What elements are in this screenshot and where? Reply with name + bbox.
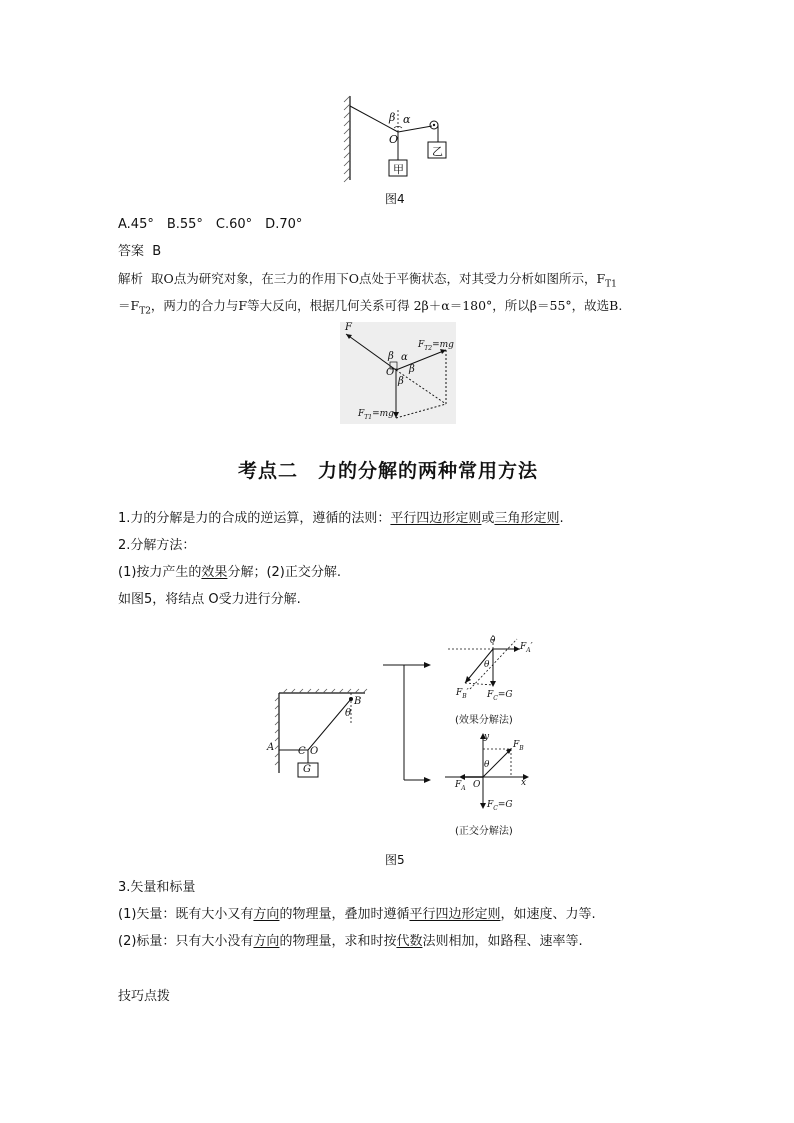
v2-mid: 的物理量，求和时按 xyxy=(279,934,397,949)
fd-alpha: α xyxy=(401,352,408,363)
fd-ft1-sub: T1 xyxy=(364,413,373,421)
item-1-mid: 或 xyxy=(481,511,495,526)
answer-label: 答案 xyxy=(118,244,145,259)
fd-ft1-label xyxy=(358,409,394,421)
item-1 xyxy=(118,510,564,528)
fig5-fb-f: F xyxy=(513,740,520,750)
fig5-o2-label: O xyxy=(473,780,481,790)
v1-pre: (1)矢量：既有大小又有 xyxy=(118,907,254,922)
fd-ft2-f: F xyxy=(418,340,425,350)
section-title: 考点二 力的分解的两种常用方法 xyxy=(238,460,539,482)
fd-o-label: O xyxy=(386,367,395,378)
v2-pre: (2)标量：只有大小没有 xyxy=(118,934,254,949)
vectors-line-2 xyxy=(118,933,583,951)
fig5-fc-effect-eq: =G xyxy=(497,690,513,700)
answer-value: B xyxy=(152,244,162,259)
analysis-line-1 xyxy=(118,270,617,294)
item-1-u1: 平行四边形定则 xyxy=(390,511,482,526)
figure-5-caption: 图5 xyxy=(385,853,405,867)
v2-post: 法则相加，如路程、速率等. xyxy=(422,934,583,949)
fig5-b-label: B xyxy=(354,696,362,707)
fig5-fa-prime-sub: A xyxy=(526,646,531,654)
fig4-beta-label: β xyxy=(389,111,396,124)
fig5-y-label: y xyxy=(484,732,490,742)
v2-u1: 方向 xyxy=(253,934,280,949)
fig4-jia-label: 甲 xyxy=(393,163,404,176)
analysis-text-2b: ，两力的合力与F等大反向，根据几何关系可得 2β＋α＝180°，所以β＝55°，故选B. xyxy=(150,298,623,313)
v1-post: ，如速度、力等. xyxy=(500,907,596,922)
fig5-o-label: O xyxy=(310,746,319,757)
fig5-fa-sub: A xyxy=(461,784,466,792)
answer-options: A.45° B.55° C.60° D.70° xyxy=(118,217,303,232)
fd-ft1-eq: =mg xyxy=(372,409,394,419)
fig5-x-label: x xyxy=(521,778,527,788)
fd-f-label: F xyxy=(345,322,352,333)
vectors-title: 3.矢量和标量 xyxy=(118,880,196,895)
fig5-effect-theta-2: θ xyxy=(484,660,490,670)
item-1-u2: 三角形定则 xyxy=(494,511,560,526)
fd-beta-3: β xyxy=(398,376,404,387)
analysis-text-2a: ＝F xyxy=(118,298,140,313)
item-3-post: 分解；(2)正交分解. xyxy=(227,565,341,580)
item-3 xyxy=(118,564,341,582)
fd-beta-2: β xyxy=(409,364,415,375)
item-2: 2.分解方法： xyxy=(118,538,196,553)
fig5-fc-effect-f: F xyxy=(487,690,494,700)
fig5-caption-effect: (效果分解法) xyxy=(455,715,513,726)
fd-ft1-f: F xyxy=(358,409,365,419)
analysis-label: 解析 xyxy=(118,271,144,286)
vectors-line-1 xyxy=(118,906,596,924)
fig5-fc-ortho xyxy=(487,800,513,812)
fig5-fc-effect-sub: C xyxy=(493,694,498,702)
analysis-line-2 xyxy=(118,297,622,321)
item-3-pre: (1)按力产生的 xyxy=(118,565,202,580)
fig5-caption-ortho: (正交分解法) xyxy=(455,826,513,837)
v2-u2: 代数 xyxy=(396,934,423,949)
fig4-yi-label: 乙 xyxy=(432,145,443,158)
tips-heading: 技巧点拨 xyxy=(118,989,171,1004)
fig5-fc-effect xyxy=(487,690,513,702)
v1-u2: 平行四边形定则 xyxy=(409,907,501,922)
fig5-c-label: C xyxy=(298,746,306,757)
fig5-fa-prime: $F_A'$ xyxy=(520,642,533,654)
fig5-fb-prime-sub: B xyxy=(462,692,467,700)
fd-beta-1: β xyxy=(388,351,394,362)
fig5-fb-prime: $F_B'$ xyxy=(456,688,469,700)
fig5-fa-prime-f: F xyxy=(520,642,527,652)
fig5-fb-prime-f: F xyxy=(456,688,463,698)
fig5-fc-ortho-eq: =G xyxy=(497,800,513,810)
fig5-ortho-theta: θ xyxy=(484,760,490,770)
item-1-pre: 1.力的分解是力的合成的逆运算，遵循的法则： xyxy=(118,511,391,526)
fig5-theta-label: θ xyxy=(345,708,352,719)
v1-u1: 方向 xyxy=(253,907,280,922)
v1-mid: 的物理量，叠加时遵循 xyxy=(279,907,410,922)
fig5-g-label: G xyxy=(303,764,311,775)
fd-ft2-label xyxy=(418,340,454,352)
fig4-o-label: O xyxy=(389,133,399,146)
item-3-u: 效果 xyxy=(201,565,228,580)
fig5-fb xyxy=(513,740,524,752)
item-4: 如图5，将结点 O受力进行分解. xyxy=(118,592,301,607)
fd-ft2-sub: T2 xyxy=(424,344,433,352)
fig5-fa-f: F xyxy=(455,780,462,790)
fd-ft2-eq: =mg xyxy=(432,340,454,350)
answer-line xyxy=(118,243,161,261)
fig5-effect-theta-1: θ xyxy=(490,636,496,646)
fig5-fa xyxy=(455,780,466,792)
analysis-text-1: 取O点为研究对象，在三力的作用下O点处于平衡状态，对其受力分析如图所示，F xyxy=(150,271,606,286)
analysis-sub-2: T2 xyxy=(139,306,151,317)
fig5-a-label: A xyxy=(267,742,275,753)
fig5-fc-ortho-f: F xyxy=(487,800,494,810)
fig5-fc-ortho-sub: C xyxy=(493,804,498,812)
item-1-end: . xyxy=(559,511,564,526)
figure-4-caption: 图4 xyxy=(385,192,405,206)
fig4-alpha-label: α xyxy=(403,113,411,126)
fig5-fb-sub: B xyxy=(519,744,524,752)
analysis-sub-1: T1 xyxy=(605,279,617,290)
